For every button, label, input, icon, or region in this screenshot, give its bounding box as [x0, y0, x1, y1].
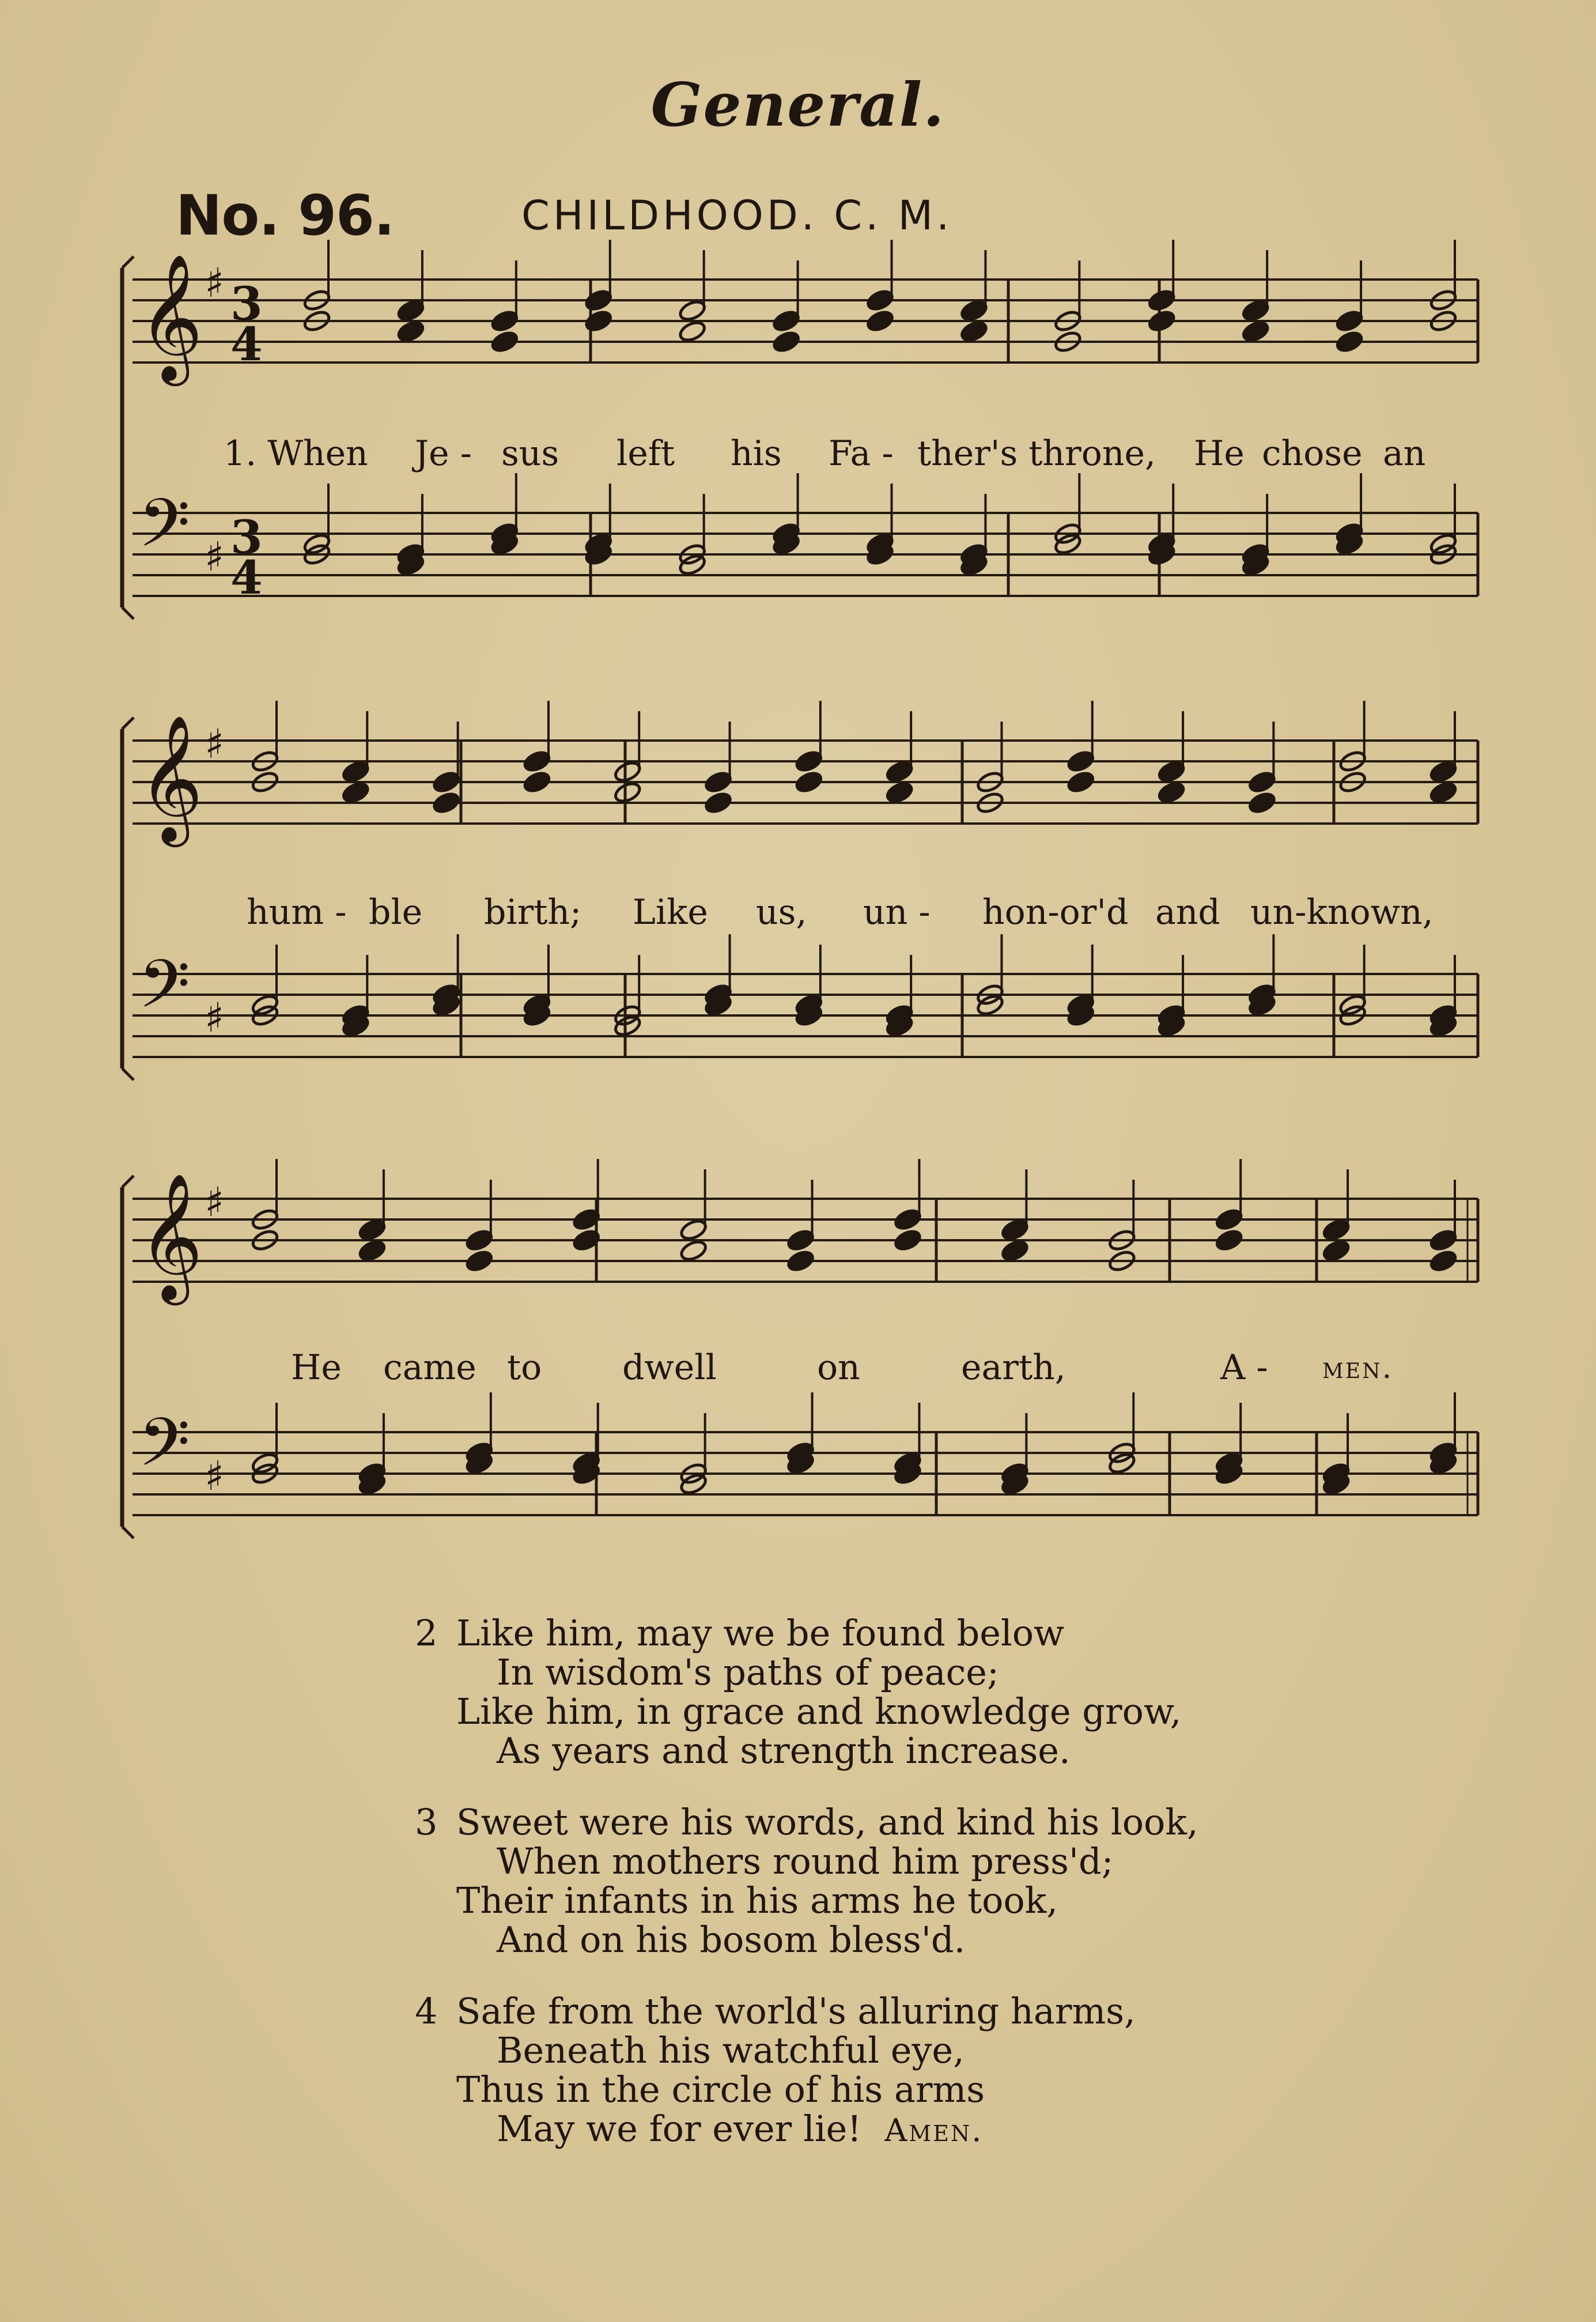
notehead [1215, 1207, 1244, 1232]
notehead [771, 309, 801, 333]
stems [277, 240, 1455, 1474]
verse-line: As years and strength increase. [497, 1730, 1071, 1772]
verse-line: Their infants in his arms he took, [456, 1879, 1058, 1921]
notehead [678, 319, 707, 343]
bracket-hook [122, 718, 134, 729]
lyric-syllable: an [1383, 433, 1426, 474]
notehead [1429, 1249, 1458, 1273]
notehead [341, 760, 370, 784]
verse-number: 4 [415, 1990, 438, 2032]
time-signature-top: 3 [230, 510, 263, 564]
notehead [679, 1239, 708, 1263]
notehead [1241, 319, 1270, 343]
treble-clef-icon: 𝄞 [138, 714, 203, 841]
notehead [1157, 760, 1186, 784]
lyric-syllable: birth; [484, 892, 582, 932]
notehead [893, 1228, 922, 1252]
notehead [1000, 1218, 1030, 1242]
notehead [357, 1239, 387, 1263]
notehead [613, 760, 642, 784]
time-signature-bottom: 4 [230, 317, 263, 371]
notehead [432, 770, 461, 794]
verse-amen: Amen. [884, 2112, 984, 2149]
bass-clef-icon: 𝄢 [138, 485, 191, 579]
notehead [786, 1228, 815, 1252]
notehead [341, 780, 370, 805]
lyric-syllable: left [617, 433, 675, 474]
notehead [679, 1218, 708, 1242]
bracket-hook [122, 256, 134, 268]
lyric-syllable: un - [863, 892, 931, 932]
lyric-syllable: ble [369, 892, 423, 932]
bracket-hook [122, 1176, 134, 1187]
treble-clef-icon: 𝄞 [138, 1172, 203, 1300]
verse-number: 3 [415, 1801, 438, 1843]
notehead [704, 770, 733, 794]
notehead [1335, 309, 1364, 333]
lyric-syllable: A - [1220, 1347, 1268, 1388]
tune-name: CHILDHOOD. C. M. [521, 192, 953, 239]
lyric-syllable: us, [756, 892, 807, 932]
notehead [1000, 1239, 1030, 1263]
notehead [771, 330, 801, 354]
verse-4 [415, 1992, 1136, 2150]
verse-2 [415, 1614, 1181, 1770]
lyric-syllable: He [291, 1347, 342, 1388]
notehead [1241, 299, 1270, 323]
bracket-hook [122, 1527, 134, 1538]
lyric-syllable: hum - [247, 892, 347, 932]
lyric-syllable: and [1155, 892, 1220, 932]
notehead [1322, 1218, 1351, 1242]
verse-line: Thus in the circle of his arms [456, 2068, 985, 2110]
lyric-syllable: on [817, 1347, 860, 1388]
notehead [959, 319, 989, 343]
verse-line: May we for ever lie! [497, 2108, 862, 2150]
bass-clef-icon: 𝄢 [138, 1404, 191, 1498]
lyric-syllable: to [507, 1347, 542, 1388]
verse-line: Beneath his watchful eye, [497, 2029, 965, 2071]
notehead [794, 749, 823, 773]
treble-clef-icon: 𝄞 [138, 253, 203, 380]
notehead [794, 770, 823, 794]
sharp-icon: ♯ [205, 1452, 224, 1500]
verse-line: Safe from the world's alluring harms, [456, 1990, 1136, 2032]
lyric-syllable: un-known, [1250, 892, 1434, 932]
notehead [678, 299, 707, 323]
sharp-icon: ♯ [205, 533, 224, 580]
notehead [490, 330, 519, 354]
notehead [1429, 760, 1458, 784]
time-signature-top: 3 [230, 277, 263, 331]
verse-3 [415, 1803, 1198, 1959]
bracket-hook [122, 1069, 134, 1080]
notehead [1066, 770, 1095, 794]
notehead [1147, 309, 1177, 333]
lyric-syllable: ther's throne, [917, 433, 1156, 474]
bracket-hook [122, 607, 134, 619]
notehead [584, 288, 613, 312]
sharp-icon: ♯ [205, 259, 224, 307]
notehead [522, 749, 551, 773]
notehead [1247, 791, 1277, 815]
lyric-amen: men. [1322, 1351, 1394, 1385]
lyric-syllable: chose [1262, 433, 1363, 474]
notehead [885, 780, 914, 805]
notehead [1247, 770, 1277, 794]
notehead [464, 1228, 494, 1252]
notehead [865, 288, 895, 312]
time-signature-bottom: 4 [230, 550, 263, 605]
notehead [1066, 749, 1095, 773]
notehead [396, 299, 425, 323]
notehead [1147, 288, 1177, 312]
verse-line: In wisdom's paths of peace; [497, 1651, 999, 1693]
notehead [613, 780, 642, 805]
lyric-syllable: his [731, 433, 782, 474]
verse-line: When mothers round him press'd; [497, 1840, 1114, 1882]
lyric-syllable: earth, [961, 1347, 1066, 1388]
notehead [1157, 780, 1186, 805]
sharp-icon: ♯ [205, 994, 224, 1041]
notehead [959, 299, 989, 323]
notehead [786, 1249, 815, 1273]
notehead [1215, 1228, 1244, 1252]
lyric-syllable: Like [633, 892, 708, 932]
sharp-icon: ♯ [205, 720, 224, 768]
verse-line: Like him, in grace and knowledge grow, [456, 1690, 1182, 1732]
lyric-syllable: 1. When [224, 433, 368, 474]
notehead [1335, 330, 1364, 354]
lyric-syllable: dwell [622, 1347, 717, 1388]
notehead [1429, 1228, 1458, 1252]
lyric-syllable: came [383, 1347, 476, 1388]
lyric-syllable: hon-or'd [982, 892, 1129, 932]
section-title: General. [650, 69, 946, 140]
lyric-syllable: sus [501, 433, 559, 474]
notehead [893, 1207, 922, 1232]
notehead [885, 760, 914, 784]
notehead [464, 1249, 494, 1273]
hymn-number: No. 96. [176, 183, 395, 248]
notehead [357, 1218, 387, 1242]
verse-line: Sweet were his words, and kind his look, [456, 1801, 1198, 1843]
notehead [704, 791, 733, 815]
sharp-icon: ♯ [205, 1179, 224, 1226]
verse-line: Like him, may we be found below [456, 1612, 1065, 1654]
notehead [522, 770, 551, 794]
lyric-syllable: Fa - [829, 433, 894, 474]
bass-clef-icon: 𝄢 [138, 946, 191, 1040]
lyric-syllable: He [1194, 433, 1245, 474]
notehead [396, 319, 425, 343]
lyric-syllable: Je - [415, 433, 472, 474]
notehead [865, 309, 895, 333]
notehead [432, 791, 461, 815]
notehead [490, 309, 519, 333]
notehead [1322, 1239, 1351, 1263]
verse-line: And on his bosom bless'd. [497, 1919, 966, 1961]
notehead [584, 309, 613, 333]
verse-number: 2 [415, 1612, 438, 1654]
notehead [1429, 780, 1458, 805]
